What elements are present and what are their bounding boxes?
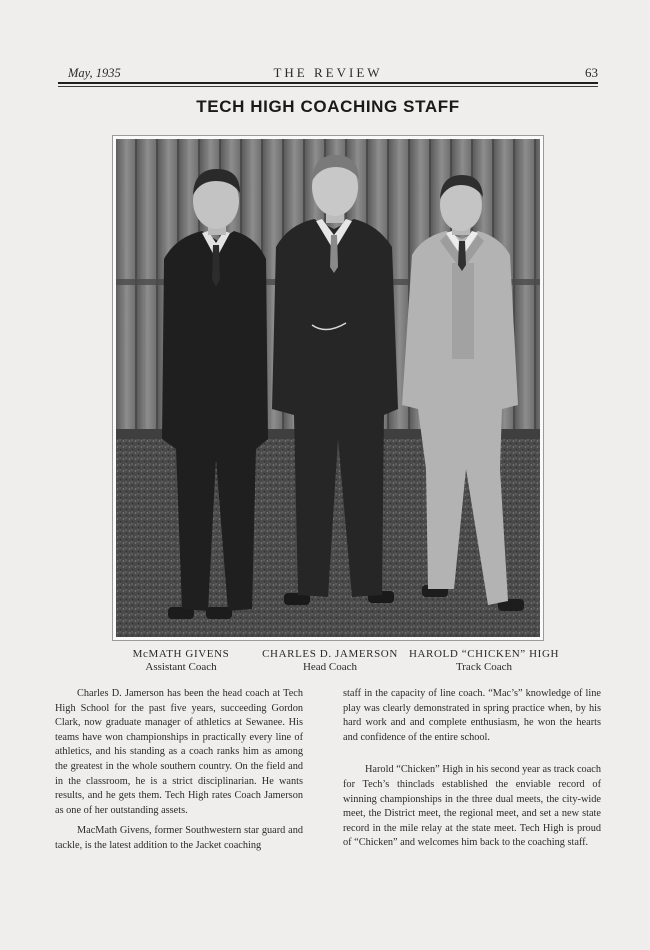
caption-role: Assistant Coach <box>145 661 217 673</box>
issue-date: May, 1935 <box>68 66 121 80</box>
page-number: 63 <box>585 65 598 80</box>
article-column-right <box>343 687 601 851</box>
header-rule-thin <box>58 86 598 87</box>
caption-role: Track Coach <box>455 661 513 673</box>
header-rule-thick <box>58 82 598 84</box>
caption-name: HAROLD “CHICKEN” HIGH <box>408 648 560 660</box>
caption-role: Head Coach <box>302 661 358 673</box>
coaching-staff-photo <box>112 135 544 641</box>
article-paragraph: staff in the capacity of line coach. “Mac’s” knowledge of line play was clearly demonstrated in spring practice when, by his hard work and and complete enthusiasm, he won the hearts and confidence of the entire school. <box>343 688 601 743</box>
page-title: TECH HIGH COACHING STAFF <box>196 97 460 116</box>
article-paragraph: MacMath Givens, former Southwestern star guard and tackle, is the latest addition to the Jacket coaching <box>55 825 303 851</box>
caption-givens <box>106 648 256 674</box>
publication-name: THE REVIEW <box>273 65 383 80</box>
article-paragraph: Harold “Chicken” High in his second year as track coach for Tech’s thinclads established the enviable record of winning championships in the three dual meets, the city-wide meet, the District meet, the regional meet, and set a new state record in the mile relay at the state meet. Tech High is proud of “Chicken” and welcomes him back to the coaching staff. <box>343 764 601 849</box>
article-column-left <box>55 687 303 854</box>
photo-captions <box>112 648 562 678</box>
running-header <box>58 64 598 84</box>
caption-high <box>396 648 572 674</box>
caption-name: CHARLES D. JAMERSON <box>262 648 398 660</box>
photo-illustration <box>116 139 540 637</box>
caption-jamerson <box>262 648 398 674</box>
caption-name: McMATH GIVENS <box>132 648 230 660</box>
article-paragraph: Charles D. Jamerson has been the head coach at Tech High School for the past five years, succeeding Gordon Clark, now graduate manager of athletics at Sewanee. His teams have won championships in practically every line of athletics, and his standing as a coach ranks him as among the greatest in the whole southern country. On the field and in the classroom, he is a strict disciplinarian. He wants results, and he gets them. Tech High rates Coach Jamerson as one of her outstanding assets. <box>55 688 303 816</box>
